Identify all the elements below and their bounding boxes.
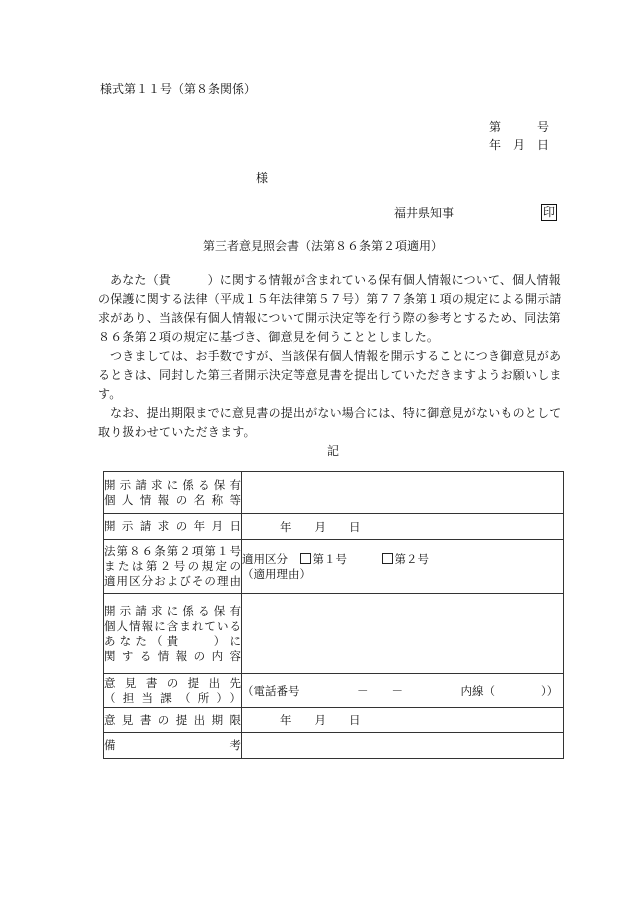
label-line: 備 考 (104, 738, 241, 752)
option-label-1: 第１号 (312, 551, 347, 566)
checkbox-item-1[interactable] (300, 553, 311, 564)
date-text: 年 月 日 (280, 519, 361, 534)
label-line: あなた（貴 ）に (104, 633, 241, 648)
label-line: または第２号の規定の (104, 559, 241, 573)
info-content-field[interactable] (242, 594, 564, 674)
label-line: 関する情報の内容 (104, 648, 241, 663)
body-paragraph-3: なお、提出期限までに意見書の提出がない場合には、特に御意見がないものとして取り扱わせていただきます。 (98, 406, 562, 439)
row-label-info-content (104, 594, 242, 674)
label-line: 意見書の提出先 (104, 675, 241, 690)
addressee-suffix: 様 (256, 171, 269, 185)
row-label-remarks (104, 733, 242, 759)
form-number: 様式第１１号（第８条関係） (100, 82, 257, 96)
application-category-field (242, 540, 564, 594)
row-label-application-category (104, 540, 242, 594)
label-line: 適用区分およびその理由 (104, 574, 241, 588)
row-label-submission-deadline (104, 708, 242, 733)
label-line: 法第８６条第２項第１号 (104, 544, 241, 558)
disclosure-info-name-field[interactable] (242, 472, 564, 514)
submission-deadline-field[interactable] (242, 708, 564, 733)
document-number: 第 号 (489, 120, 550, 134)
phone-text: （電話番号 － － 内線（ ）） (242, 683, 559, 698)
document-date: 年 月 日 (489, 138, 550, 152)
date-text: 年 月 日 (280, 713, 361, 727)
label-line: 個人情報に含まれている (104, 618, 241, 633)
body-paragraph-1: あなた（貴 ）に関する情報が含まれている保有個人情報について、個人情報の保護に関する法律（平成１５年法律第５７号）第７７条第１項の規定による開示請求があり、当該保有個人情報について開示決定等を行う際の参考とするため、同法第８６条第２項の規定に基づき、御意見を伺うこととしました。 (98, 273, 562, 344)
row-label-request-date (104, 514, 242, 540)
seal-mark: 印 (543, 205, 556, 219)
label-line: 個人情報の名称等 (104, 492, 241, 507)
label-line: 意見書の提出期限 (104, 712, 241, 727)
form-table (103, 471, 564, 759)
body-text (98, 271, 568, 442)
request-date-field[interactable] (242, 514, 564, 540)
checkbox-item-2[interactable] (382, 553, 393, 564)
label-line: 開示請求の年月日 (104, 519, 241, 533)
body-paragraph-2: つきましては、お手数ですが、当該保有個人情報を開示することにつき御意見があるときは、同封した第三者開示決定等意見書を提出していただきますようお願いします。 (98, 349, 562, 401)
submission-destination-field[interactable] (242, 674, 564, 708)
label-line: （担当課（所）） (104, 690, 241, 705)
label-line: 開示請求に係る保有 (104, 603, 241, 618)
table-row (104, 674, 564, 708)
table-row (104, 708, 564, 733)
label-line: 開示請求に係る保有 (104, 477, 241, 492)
document-title: 第三者意見照会書（法第８６条第２項適用） (203, 239, 444, 253)
row-label-disclosure-info-name (104, 472, 242, 514)
category-label: 適用区分 (242, 551, 288, 566)
option-label-2: 第２号 (394, 551, 429, 566)
row-label-submission-destination (104, 674, 242, 708)
table-row (104, 540, 564, 594)
reason-label: （適用理由） (242, 566, 311, 581)
table-row (104, 594, 564, 674)
remarks-field[interactable] (242, 733, 564, 759)
table-row (104, 514, 564, 540)
issuer-name: 福井県知事 (394, 206, 455, 220)
table-row (104, 733, 564, 759)
table-row (104, 472, 564, 514)
ki-heading: 記 (327, 444, 340, 458)
